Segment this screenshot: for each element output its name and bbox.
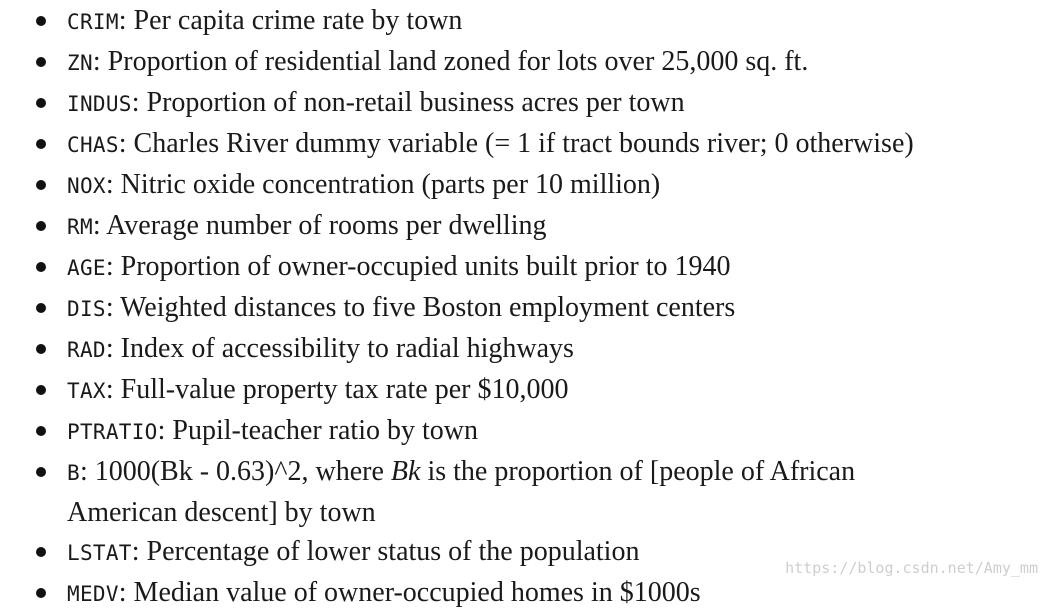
list-item-medv bbox=[0, 573, 1048, 614]
bullet-icon bbox=[36, 303, 46, 313]
list-item-rm bbox=[0, 206, 1048, 247]
attribute-code: MEDV bbox=[67, 582, 119, 606]
bullet-icon bbox=[36, 547, 46, 557]
bullet-icon bbox=[36, 262, 46, 272]
attribute-code: RAD bbox=[67, 338, 106, 362]
attribute-code: AGE bbox=[67, 256, 106, 280]
attribute-code: ZN bbox=[67, 51, 93, 75]
list-item-ptratio bbox=[0, 411, 1048, 452]
list-item-indus bbox=[0, 83, 1048, 124]
list-item-chas bbox=[0, 124, 1048, 165]
attribute-code: CHAS bbox=[67, 133, 119, 157]
list-item-zn bbox=[0, 42, 1048, 83]
list-item-age bbox=[0, 247, 1048, 288]
attribute-list bbox=[0, 1, 1048, 614]
attribute-description-italic: Bk bbox=[390, 456, 421, 487]
attribute-description: : Percentage of lower status of the population bbox=[131, 536, 640, 567]
list-item-rad bbox=[0, 329, 1048, 370]
attribute-description: : Median value of owner-occupied homes in $1000s bbox=[118, 577, 701, 608]
attribute-description: : Proportion of residential land zoned for lots over 25,000 sq. ft. bbox=[92, 46, 809, 77]
attribute-description: : Index of accessibility to radial highways bbox=[105, 333, 574, 364]
attribute-code: LSTAT bbox=[67, 541, 132, 565]
attribute-description-start: : 1000(Bk - 0.63)^2, where bbox=[79, 456, 391, 487]
attribute-description: : Per capita crime rate by town bbox=[118, 5, 463, 36]
attribute-code: RM bbox=[67, 215, 93, 239]
bullet-icon bbox=[36, 57, 46, 67]
bullet-icon bbox=[36, 344, 46, 354]
list-item-b bbox=[0, 452, 967, 532]
attribute-code: B bbox=[67, 461, 80, 485]
list-item-crim bbox=[0, 1, 1048, 42]
bullet-icon bbox=[36, 16, 46, 26]
attribute-code: PTRATIO bbox=[67, 420, 158, 444]
attribute-description: : Pupil-teacher ratio by town bbox=[157, 415, 478, 446]
attribute-description: : Full-value property tax rate per $10,000 bbox=[105, 374, 569, 405]
attribute-description: : Nitric oxide concentration (parts per 10 million) bbox=[105, 169, 661, 200]
attribute-code: TAX bbox=[67, 379, 106, 403]
attribute-description: : Proportion of non-retail business acres per town bbox=[131, 87, 685, 118]
bullet-icon bbox=[36, 221, 46, 231]
list-item-tax bbox=[0, 370, 1048, 411]
attribute-code: DIS bbox=[67, 297, 106, 321]
bullet-icon bbox=[36, 426, 46, 436]
bullet-icon bbox=[36, 98, 46, 108]
attribute-description: : Charles River dummy variable (= 1 if tract bounds river; 0 otherwise) bbox=[118, 128, 914, 159]
attribute-code: INDUS bbox=[67, 92, 132, 116]
bullet-icon bbox=[36, 385, 46, 395]
attribute-description: : Weighted distances to five Boston employment centers bbox=[105, 292, 736, 323]
bullet-icon bbox=[36, 139, 46, 149]
attribute-code: NOX bbox=[67, 174, 106, 198]
watermark: https://blog.csdn.net/Amy_mm bbox=[785, 559, 1038, 577]
list-item-nox bbox=[0, 165, 1048, 206]
attribute-description-end: is the proportion of [people of African American descent] by town bbox=[67, 456, 856, 528]
bullet-icon bbox=[36, 467, 46, 477]
bullet-icon bbox=[36, 180, 46, 190]
list-item-dis bbox=[0, 288, 1048, 329]
attribute-description: : Proportion of owner-occupied units built prior to 1940 bbox=[105, 251, 731, 282]
bullet-icon bbox=[36, 588, 46, 598]
attribute-description: : Average number of rooms per dwelling bbox=[92, 210, 547, 241]
attribute-code: CRIM bbox=[67, 10, 119, 34]
